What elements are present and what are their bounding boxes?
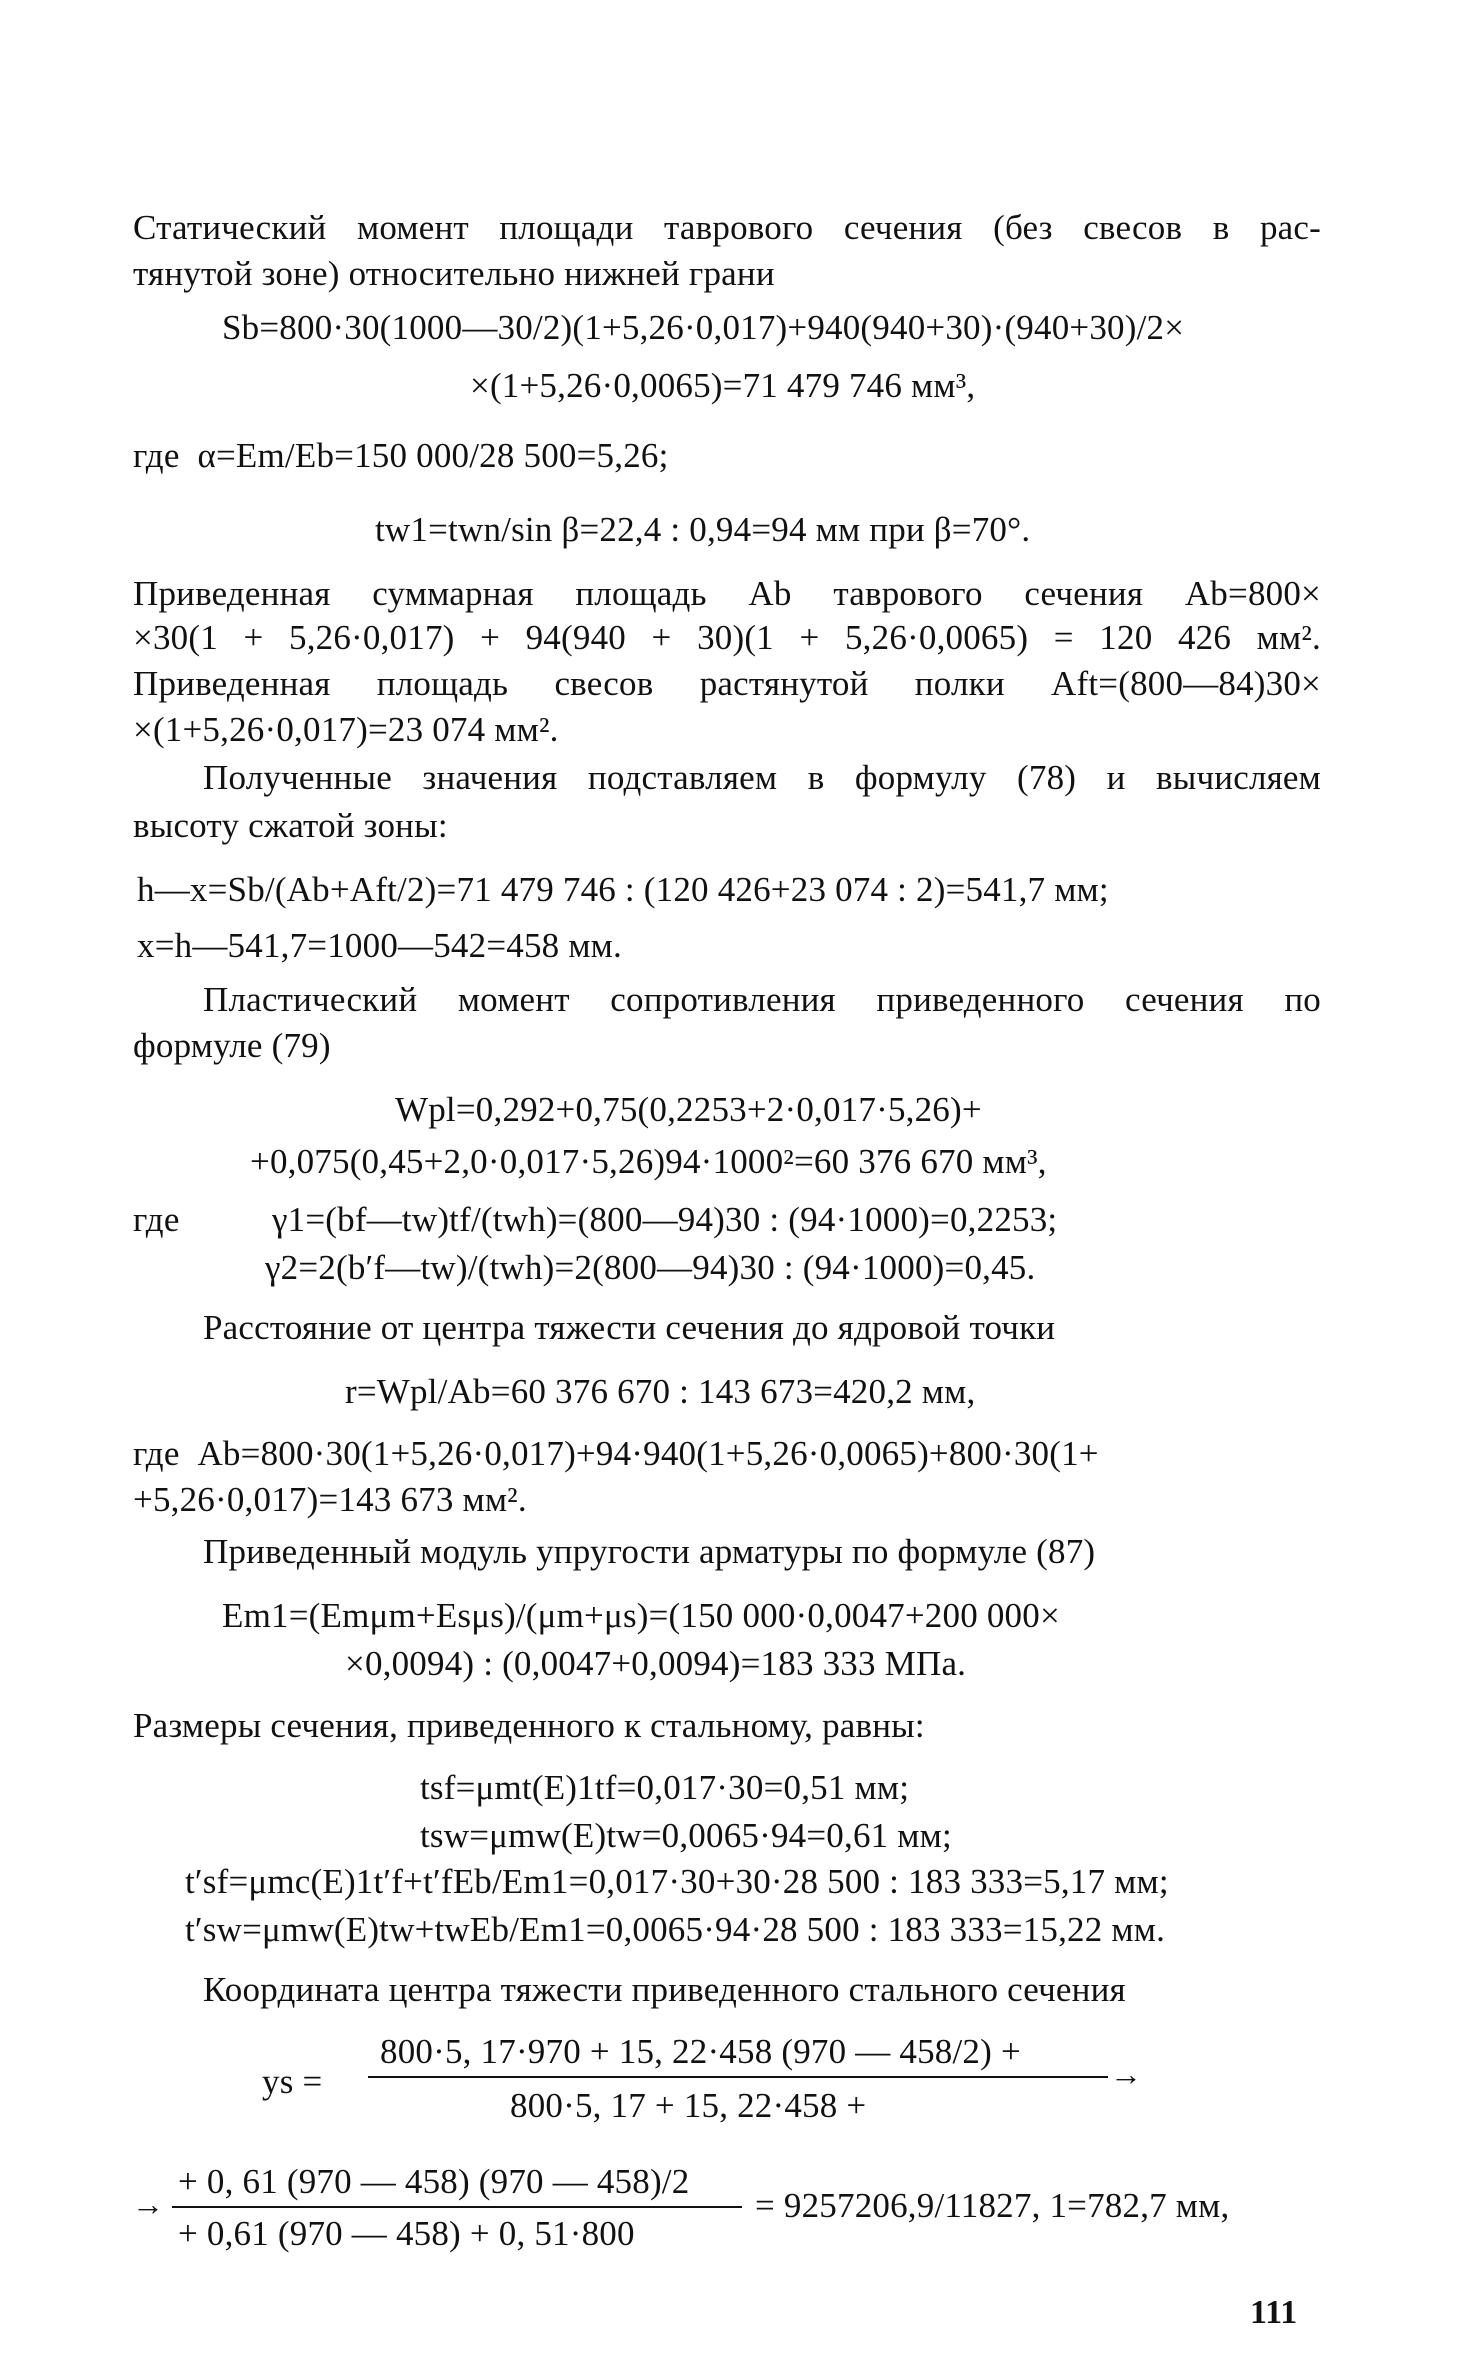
equation-em1-line2: ×0,0094) : (0,0047+0,0094)=183 333 МПа. bbox=[345, 1644, 967, 1683]
paragraph-reduced-area-line1: Приведенная суммарная площадь Ab таврового сечения Ab=800× bbox=[133, 574, 1321, 613]
equation-alpha: где α=Em/Eb=150 000/28 500=5,26; bbox=[133, 436, 669, 475]
equation-sb-line2: ×(1+5,26·0,0065)=71 479 746 мм³, bbox=[470, 366, 976, 405]
equation-x: x=h—541,7=1000—542=458 мм. bbox=[137, 926, 622, 965]
paragraph-static-moment-line2: тянутой зоне) относительно нижней грани bbox=[133, 254, 775, 293]
equation-tprime-sw: t′sw=μmw(E)tw+twEb/Em1=0,0065·94·28 500 : 183 333=15,22 мм. bbox=[185, 1910, 1166, 1949]
paragraph-substitute-line1: Полученные значения подставляем в формулу (78) и вычисляем bbox=[203, 758, 1321, 797]
equation-gamma1: γ1=(bf—tw)tf/(twh)=(800—94)30 : (94·1000)=0,2253; bbox=[272, 1200, 1058, 1239]
paragraph-reduced-area-line2: ×30(1 + 5,26·0,017) + 94(940 + 30)(1 + 5,26·0,0065) = 120 426 мм². bbox=[133, 618, 1321, 657]
where-label: где bbox=[133, 1200, 180, 1239]
paragraph-reduced-area-line3: Приведенная площадь свесов растянутой полки Aft=(800—84)30× bbox=[133, 664, 1321, 703]
continuation-arrow-left-icon: → bbox=[132, 2186, 164, 2222]
equation-h-minus-x: h—x=Sb/(Ab+Aft/2)=71 479 746 : (120 426+23 074 : 2)=541,7 мм; bbox=[137, 870, 1109, 909]
paragraph-modulus: Приведенный модуль упругости арматуры по формуле (87) bbox=[203, 1532, 1096, 1571]
equation-tw1: tw1=twn/sin β=22,4 : 0,94=94 мм при β=70°. bbox=[375, 510, 1031, 549]
equation-r: r=Wpl/Ab=60 376 670 : 143 673=420,2 мм, bbox=[345, 1372, 976, 1411]
equation-tprime-sf: t′sf=μmc(E)1t′f+t′fEb/Em1=0,017·30+30·28 500 : 183 333=5,17 мм; bbox=[185, 1862, 1169, 1901]
page-number: 111 bbox=[1250, 2294, 1298, 2331]
paragraph-reduced-area-line4: ×(1+5,26·0,017)=23 074 мм². bbox=[133, 710, 559, 749]
fraction-bar-1 bbox=[368, 2076, 1108, 2078]
equation-ab-line2: +5,26·0,017)=143 673 мм². bbox=[133, 1480, 527, 1519]
paragraph-plastic-moment-line2: формуле (79) bbox=[133, 1026, 331, 1065]
equation-wpl-line2: +0,075(0,45+2,0·0,017·5,26)94·1000²=60 376 670 мм³, bbox=[250, 1142, 1047, 1181]
equation-sb-line1: Sb=800·30(1000—30/2)(1+5,26·0,017)+940(940+30)·(940+30)/2× bbox=[222, 308, 1185, 347]
ys-denominator-1: 800·5, 17 + 15, 22·458 + bbox=[510, 2086, 867, 2125]
ys-denominator-2: + 0,61 (970 — 458) + 0, 51·800 bbox=[178, 2214, 635, 2253]
ys-result: = 9257206,9/11827, 1=782,7 мм, bbox=[755, 2186, 1230, 2225]
equation-tsf: tsf=μmt(E)1tf=0,017·30=0,51 мм; bbox=[420, 1768, 910, 1807]
continuation-arrow-icon: → bbox=[1110, 2056, 1142, 2092]
equation-ab-line1: где Ab=800·30(1+5,26·0,017)+94·940(1+5,26·0,0065)+800·30(1+ bbox=[133, 1434, 1099, 1473]
ys-label: ys = bbox=[262, 2062, 323, 2101]
ys-numerator-2: + 0, 61 (970 — 458) (970 — 458)/2 bbox=[178, 2162, 690, 2201]
equation-gamma2: γ2=2(b′f—tw)/(twh)=2(800—94)30 : (94·1000)=0,45. bbox=[265, 1248, 1036, 1287]
equation-wpl-line1: Wpl=0,292+0,75(0,2253+2·0,017·5,26)+ bbox=[395, 1090, 982, 1129]
paragraph-centroid: Координата центра тяжести приведенного стального сечения bbox=[203, 1970, 1126, 2009]
equation-em1-line1: Em1=(Emμm+Esμs)/(μm+μs)=(150 000·0,0047+200 000× bbox=[222, 1596, 1060, 1635]
paragraph-substitute-line2: высоту сжатой зоны: bbox=[133, 806, 448, 845]
equation-tsw: tsw=μmw(E)tw=0,0065·94=0,61 мм; bbox=[420, 1816, 952, 1855]
paragraph-section-dims: Размеры сечения, приведенного к стальному, равны: bbox=[133, 1706, 925, 1745]
paragraph-static-moment-line1: Статический момент площади таврового сечения (без свесов в рас- bbox=[133, 208, 1321, 247]
paragraph-distance: Расстояние от центра тяжести сечения до ядровой точки bbox=[203, 1308, 1056, 1347]
fraction-bar-2 bbox=[172, 2206, 742, 2208]
ys-numerator-1: 800·5, 17·970 + 15, 22·458 (970 — 458/2) + bbox=[380, 2032, 1021, 2071]
paragraph-plastic-moment-line1: Пластический момент сопротивления приведенного сечения по bbox=[203, 980, 1321, 1019]
